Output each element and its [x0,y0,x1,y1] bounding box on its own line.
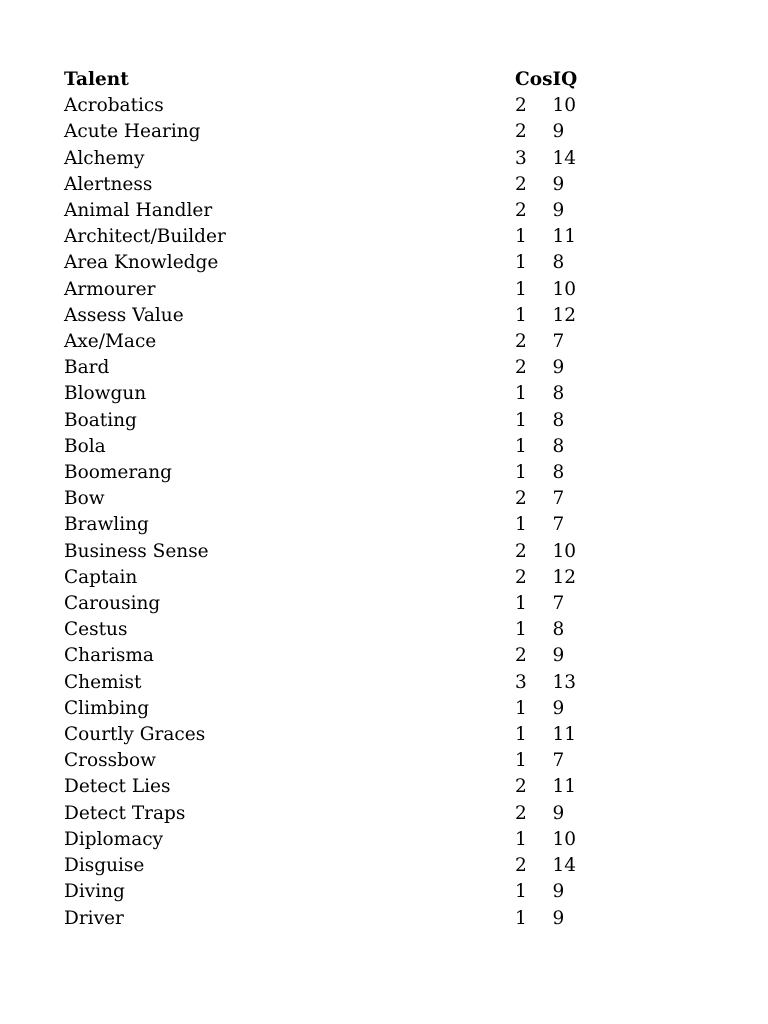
iq-value: 8 [552,383,565,405]
iq-value: 9 [552,802,565,824]
iq-value: 9 [552,200,565,222]
talent-name: Alertness [64,173,153,195]
cos-value: 1 [515,514,527,536]
iq-value: 12 [552,566,577,588]
cos-value: 1 [515,304,527,326]
table-row [64,250,592,276]
talent-name: Business Sense [64,540,209,562]
cos-value: 2 [515,173,527,195]
talent-name: Armourer [64,278,156,300]
table-row [64,696,592,722]
talent-name: Assess Value [64,304,184,326]
cos-value: 1 [515,383,527,405]
iq-value: 10 [552,278,577,300]
header-iq: IQ [552,69,578,90]
talent-name: Area Knowledge [64,252,219,274]
table-row [64,539,592,565]
talent-name: Captain [64,566,138,588]
table-row [64,277,592,303]
talent-name: Climbing [64,697,150,719]
iq-value: 11 [552,226,577,248]
cos-value: 1 [515,593,527,615]
talent-name: Courtly Graces [64,724,206,746]
iq-value: 9 [552,121,565,143]
talent-name: Animal Handler [64,200,213,222]
talent-name: Detect Traps [64,802,186,824]
cos-value: 2 [515,776,527,798]
talent-name: Boomerang [64,462,172,484]
iq-value: 10 [552,95,577,117]
cos-value: 1 [515,881,527,903]
cos-value: 2 [515,331,527,353]
iq-value: 11 [552,724,577,746]
talent-name: Architect/Builder [64,226,226,248]
table-row [64,381,592,407]
iq-value: 7 [552,488,565,510]
table-row [64,119,592,145]
table-row [64,617,592,643]
cos-value: 2 [515,855,527,877]
cos-value: 1 [515,409,527,431]
header-talent: Talent [64,69,129,90]
talent-rows [64,93,592,932]
table-row [64,93,592,119]
iq-value: 9 [552,697,565,719]
table-row [64,801,592,827]
table-row [64,512,592,538]
talent-name: Bola [64,435,106,457]
cos-value: 2 [515,488,527,510]
cos-value: 2 [515,121,527,143]
cos-value: 2 [515,200,527,222]
iq-value: 7 [552,331,565,353]
talent-name: Charisma [64,645,154,667]
cos-value: 2 [515,540,527,562]
iq-value: 13 [552,671,577,693]
talent-name: Axe/Mace [64,331,157,353]
talent-name: Detect Lies [64,776,171,798]
iq-value: 9 [552,645,565,667]
table-row [64,879,592,905]
cos-value: 2 [515,566,527,588]
talent-name: Bow [64,488,105,510]
talent-name: Carousing [64,593,161,615]
cos-value: 3 [515,671,527,693]
cos-value: 1 [515,750,527,772]
talent-name: Alchemy [64,147,145,169]
table-row [64,486,592,512]
iq-value: 8 [552,462,565,484]
iq-value: 9 [552,907,565,929]
table-row [64,591,592,617]
cos-value: 3 [515,147,527,169]
iq-value: 9 [552,173,565,195]
iq-value: 8 [552,435,565,457]
iq-value: 8 [552,252,565,274]
iq-value: 9 [552,881,565,903]
cos-value: 1 [515,724,527,746]
cos-value: 1 [515,907,527,929]
table-row [64,355,592,381]
iq-value: 8 [552,409,565,431]
iq-value: 11 [552,776,577,798]
table-row [64,224,592,250]
iq-value: 14 [552,855,577,877]
table-row [64,906,592,932]
cos-value: 1 [515,278,527,300]
iq-value: 7 [552,514,565,536]
table-header-row [64,67,592,93]
talent-name: Brawling [64,514,149,536]
talent-name: Crossbow [64,750,156,772]
talent-name: Chemist [64,671,142,693]
iq-value: 14 [552,147,577,169]
table-row [64,774,592,800]
table-row [64,748,592,774]
table-row [64,408,592,434]
table-row [64,827,592,853]
talent-name: Bard [64,357,110,379]
iq-value: 9 [552,357,565,379]
header-cos: Cos [515,69,553,90]
table-row [64,853,592,879]
table-row [64,329,592,355]
cos-value: 2 [515,95,527,117]
cos-value: 1 [515,435,527,457]
talent-name: Diplomacy [64,828,164,850]
cos-value: 2 [515,645,527,667]
talent-name: Disguise [64,855,145,877]
table-row [64,172,592,198]
table-row [64,643,592,669]
talent-name: Cestus [64,619,128,641]
table-row [64,198,592,224]
talent-name: Driver [64,907,124,929]
cos-value: 1 [515,828,527,850]
cos-value: 1 [515,252,527,274]
cos-value: 1 [515,697,527,719]
talent-name: Diving [64,881,125,903]
cos-value: 1 [515,226,527,248]
table-row [64,434,592,460]
iq-value: 12 [552,304,577,326]
iq-value: 7 [552,593,565,615]
cos-value: 1 [515,619,527,641]
table-row [64,146,592,172]
table-row [64,565,592,591]
table-row [64,460,592,486]
iq-value: 10 [552,828,577,850]
talent-name: Acute Hearing [64,121,201,143]
cos-value: 1 [515,462,527,484]
table-row [64,303,592,329]
talent-table [64,67,592,932]
table-row [64,670,592,696]
iq-value: 8 [552,619,565,641]
iq-value: 7 [552,750,565,772]
talent-name: Boating [64,409,137,431]
cos-value: 2 [515,357,527,379]
cos-value: 2 [515,802,527,824]
talent-name: Acrobatics [64,95,164,117]
table-row [64,722,592,748]
iq-value: 10 [552,540,577,562]
talent-name: Blowgun [64,383,147,405]
